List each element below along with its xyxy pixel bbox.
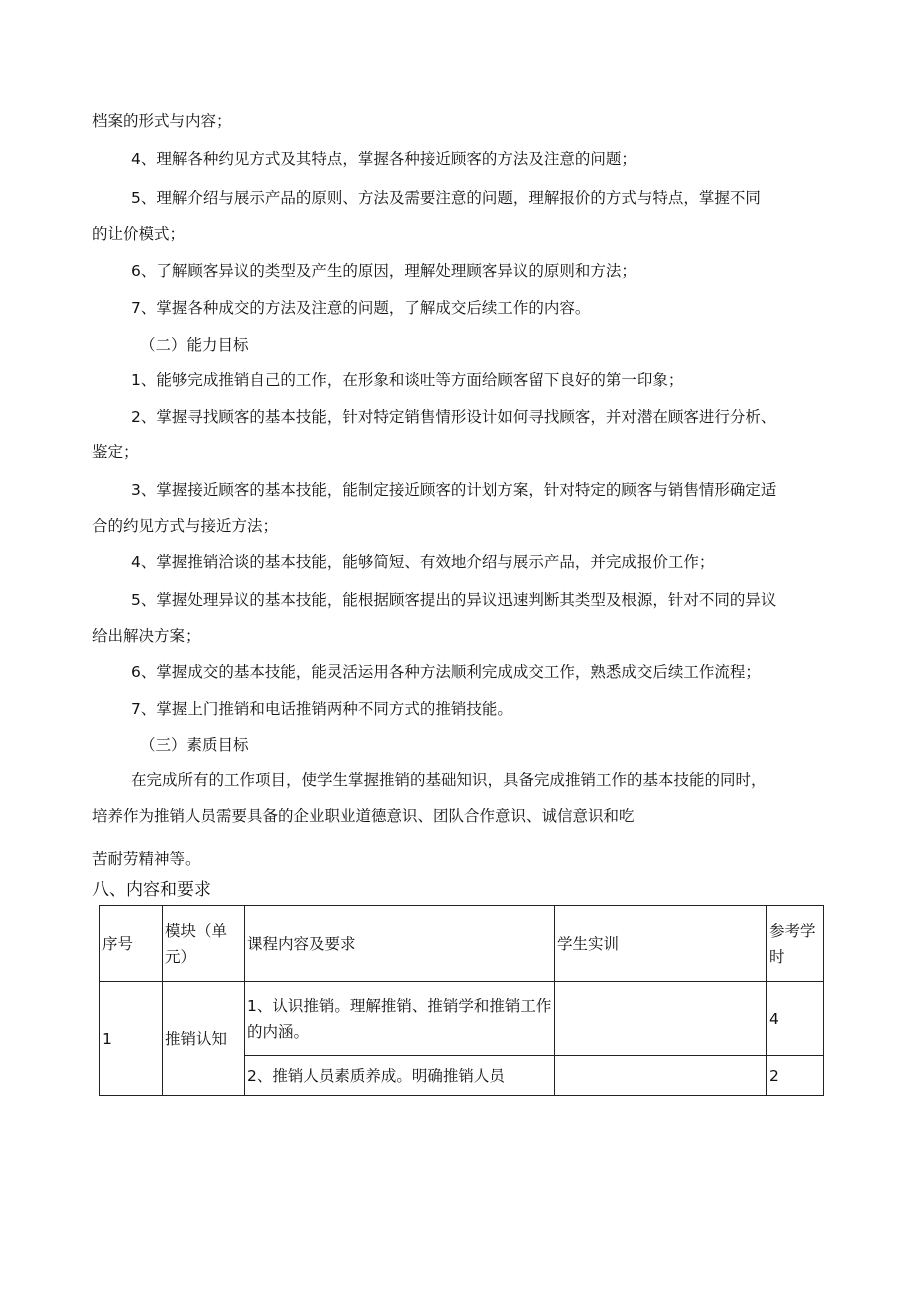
cell-hours: 2 bbox=[767, 1056, 824, 1096]
paragraph-line: 4、掌握推销洽谈的基本技能，能够简短、有效地介绍与展示产品，并完成报价工作； bbox=[131, 553, 715, 571]
cell-hours: 4 bbox=[767, 982, 824, 1056]
paragraph-line: 苦耐劳精神等。 bbox=[92, 850, 201, 868]
paragraph-line: 4、理解各种约见方式及其特点，掌握各种接近顾客的方法及注意的问题； bbox=[131, 150, 637, 168]
table-row bbox=[100, 982, 824, 1056]
paragraph-line: 在完成所有的工作项目，使学生掌握推销的基础知识，具备完成推销工作的基本技能的同时， bbox=[131, 771, 767, 789]
paragraph-line: 合的约见方式与接近方法； bbox=[92, 517, 279, 535]
paragraph-line: 的让价模式； bbox=[92, 225, 186, 243]
cell-training bbox=[555, 1056, 767, 1096]
subsection-heading: （二）能力目标 bbox=[140, 336, 249, 354]
paragraph-line: 5、掌握处理异议的基本技能，能根据顾客提出的异议迅速判断其类型及根源，针对不同的异议 bbox=[131, 591, 777, 609]
header-seq: 序号 bbox=[100, 906, 163, 982]
header-training: 学生实训 bbox=[555, 906, 767, 982]
paragraph-line: 6、了解顾客异议的类型及产生的原因，理解处理顾客异议的原则和方法； bbox=[131, 262, 637, 280]
subsection-heading: （三）素质目标 bbox=[140, 736, 249, 754]
cell-content: 2、推销人员素质养成。明确推销人员 bbox=[245, 1056, 555, 1096]
paragraph-line: 培养作为推销人员需要具备的企业职业道德意识、团队合作意识、诚信意识和吃 bbox=[92, 807, 635, 825]
paragraph-line: 5、理解介绍与展示产品的原则、方法及需要注意的问题，理解报价的方式与特点，掌握不同 bbox=[131, 189, 761, 207]
table-header-row bbox=[100, 906, 824, 982]
section-heading: 八、内容和要求 bbox=[92, 880, 211, 900]
paragraph-line: 鉴定； bbox=[92, 443, 139, 461]
paragraph-line: 6、掌握成交的基本技能，能灵活运用各种方法顺利完成成交工作，熟悉成交后续工作流程； bbox=[131, 663, 761, 681]
paragraph-line: 1、能够完成推销自己的工作，在形象和谈吐等方面给顾客留下良好的第一印象； bbox=[131, 371, 684, 389]
cell-content: 1、认识推销。理解推销、推销学和推销工作的内涵。 bbox=[245, 982, 555, 1056]
cell-training bbox=[555, 982, 767, 1056]
paragraph-line: 3、掌握接近顾客的基本技能，能制定接近顾客的计划方案，针对特定的顾客与销售情形确定适 bbox=[131, 481, 777, 499]
header-module: 模块（单元） bbox=[163, 906, 245, 982]
cell-module: 推销认知 bbox=[163, 982, 245, 1096]
cell-seq: 1 bbox=[100, 982, 163, 1096]
header-hours: 参考学时 bbox=[767, 906, 824, 982]
paragraph-line: 7、掌握各种成交的方法及注意的问题，了解成交后续工作的内容。 bbox=[131, 299, 591, 317]
paragraph-line: 给出解决方案； bbox=[92, 627, 201, 645]
paragraph-line: 2、掌握寻找顾客的基本技能，针对特定销售情形设计如何寻找顾客，并对潜在顾客进行分析、 bbox=[131, 408, 777, 426]
header-content: 课程内容及要求 bbox=[245, 906, 555, 982]
curriculum-table bbox=[99, 905, 824, 1096]
paragraph-line: 7、掌握上门推销和电话推销两种不同方式的推销技能。 bbox=[131, 700, 513, 718]
paragraph-line: 档案的形式与内容； bbox=[92, 112, 232, 130]
